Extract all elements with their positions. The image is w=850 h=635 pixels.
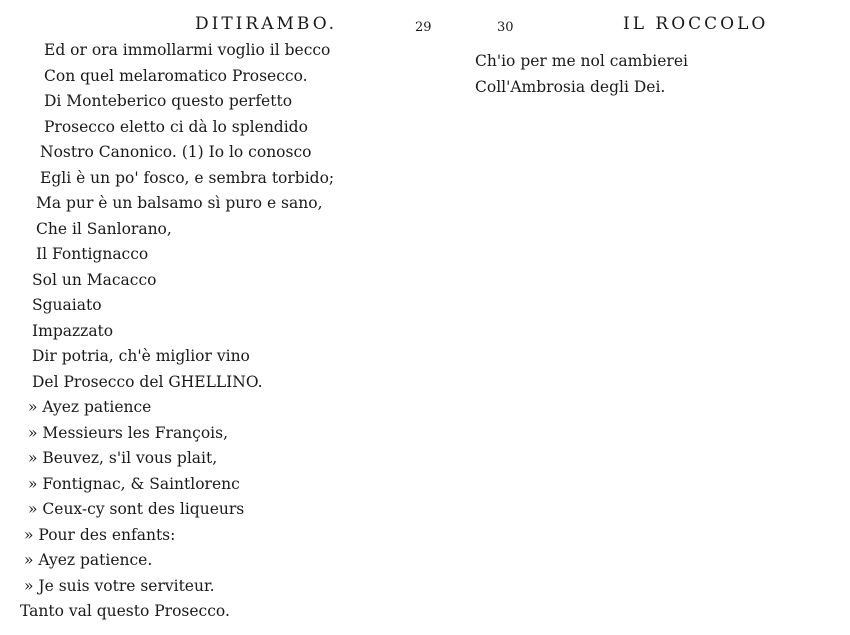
verse-line: Del Prosecco del GHELLINO. <box>32 372 263 391</box>
verse-line: » Ayez patience <box>28 398 152 416</box>
page-number: 29 <box>415 20 432 35</box>
verse-line: Egli è un po' fosco, e sembra torbido; <box>40 168 335 187</box>
verse-line: Coll'Ambrosia degli Dei. <box>475 77 666 96</box>
verse-line: Che il Sanlorano, <box>36 219 172 238</box>
running-head: IL ROCCOLO <box>623 14 769 34</box>
verse-list <box>475 49 688 100</box>
verse-line: Di Monteberico questo perfetto <box>44 92 293 110</box>
running-head: DITIRAMBO. <box>195 14 338 34</box>
verse-line: » Je suis votre serviteur. <box>24 576 215 595</box>
verse-line: » Messieurs les François, <box>28 423 229 442</box>
verse-list <box>20 38 334 625</box>
verse-line: Ed or ora immollarmi voglio il becco <box>44 41 331 59</box>
verse-line: Il Fontignacco <box>36 245 149 263</box>
verse-line: Dir potria, ch'è miglior vino <box>32 347 250 365</box>
verse-line: Sol un Macacco <box>32 270 157 289</box>
verse-line: Nostro Canonico. (1) Io lo conosco <box>40 143 312 161</box>
verse-line: Prosecco eletto ci dà lo splendido <box>44 117 308 136</box>
verse-line: Sguaiato <box>32 296 102 314</box>
page-number: 30 <box>497 20 514 35</box>
verse-line: Ma pur è un balsamo sì puro e sano, <box>36 194 323 212</box>
verse-line: Tanto val questo Prosecco. <box>20 602 230 620</box>
verse-line: » Ceux-cy sont des liqueurs <box>28 500 245 518</box>
verse-line: Con quel melaromatico Prosecco. <box>44 66 308 85</box>
verse-line: » Fontignac, & Saintlorenc <box>28 474 240 493</box>
right-page <box>425 0 845 635</box>
verse-line: Ch'io per me nol cambierei <box>475 52 688 70</box>
verse-line: » Pour des enfants: <box>24 525 176 544</box>
verse-line: Impazzato <box>32 321 114 340</box>
verse-line: » Beuvez, s'il vous plait, <box>28 449 218 467</box>
verse-line: » Ayez patience. <box>24 551 153 569</box>
